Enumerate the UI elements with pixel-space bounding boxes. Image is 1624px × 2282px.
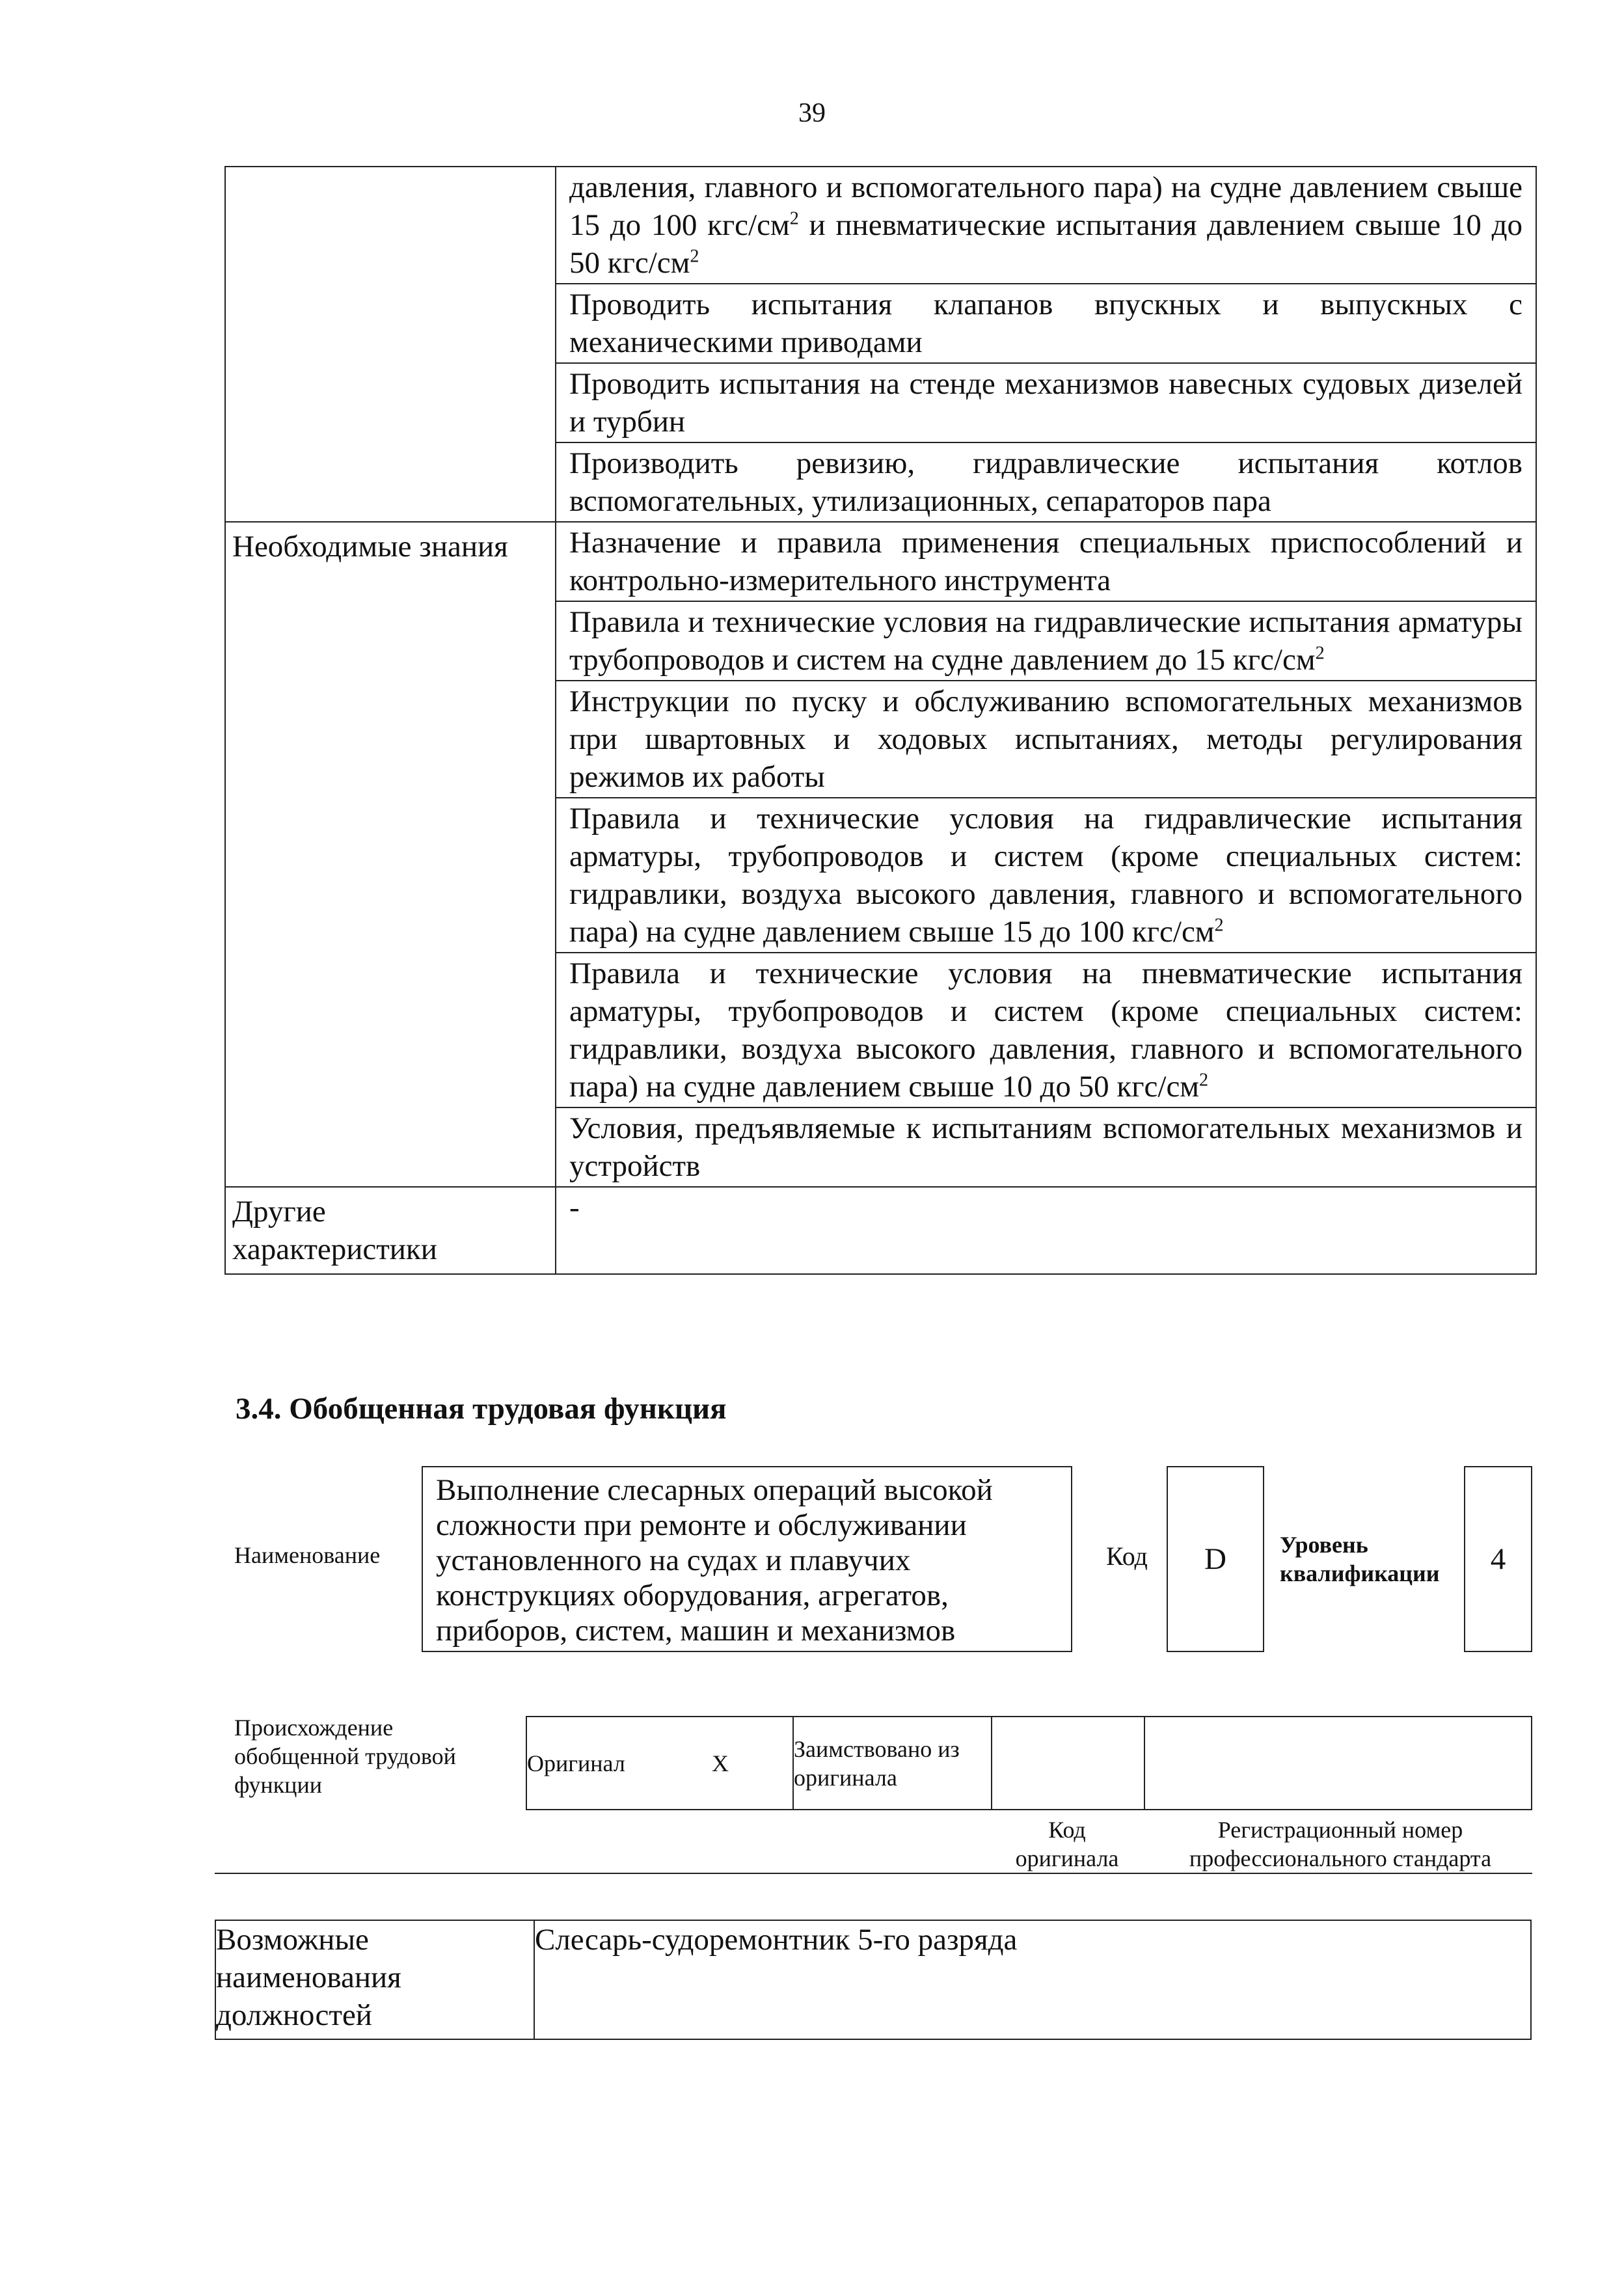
section-heading: 3.4. Обобщенная трудовая функция (236, 1392, 727, 1426)
positions-value: Слесарь-судоремонтник 5-го разряда (534, 1920, 1531, 2039)
original-code-cell (992, 1717, 1144, 1810)
knowledge-text: Правила и технические условия на гидравлические испытания арматуры, трубопроводов и систем (кроме специальных систем: гидравлики, воздуха высокого давления, главного и вспомогательного пара) на судне давлением свыше 15 до 100 кгс/$см^2$ (556, 798, 1536, 953)
registration-number-caption: Регистрационный номер профессионального стандарта (1189, 1817, 1492, 1871)
qualification-level-label: Уровень квалификации (1280, 1532, 1440, 1586)
requirement-text: Проводить испытания на стенде механизмов навесных судовых дизелей и турбин (556, 363, 1536, 442)
other-label-line-1: Другие (232, 1195, 326, 1229)
origin-table (526, 1716, 1532, 1810)
qualification-level-box: 4 (1464, 1466, 1532, 1652)
table-row (225, 1187, 1536, 1274)
divider-line (215, 1873, 1532, 1874)
name-label: Наименование (234, 1542, 381, 1568)
requirements-table (224, 166, 1537, 1275)
positions-label: Возможные наименования должностей (215, 1920, 534, 2039)
requirement-text: Производить ревизию, гидравлические испытания котлов вспомогательных, утилизационных, сепараторов пара (556, 442, 1536, 522)
table-row (225, 522, 1536, 601)
origin-label: Происхождение обобщенной трудовой функции (234, 1715, 456, 1798)
registration-number-cell (1144, 1717, 1532, 1810)
knowledge-text: Назначение и правила применения специальных приспособлений и контрольно-измерительного инструмента (556, 522, 1536, 601)
table-row (225, 167, 1536, 284)
requirement-text: Проводить испытания клапанов впускных и выпускных с механическими приводами (556, 284, 1536, 363)
table-row (526, 1717, 1532, 1810)
row-label-empty (225, 167, 556, 522)
page-number: 39 (798, 98, 826, 128)
borrowed-label: Заимствовано из оригинала (793, 1717, 992, 1810)
knowledge-text: Инструкции по пуску и обслуживанию вспомогательных механизмов при швартовных и ходовых испытаниях, методы регулирования режимов их работы (556, 681, 1536, 798)
other-label-line-2: характеристики (232, 1232, 437, 1266)
original-mark: X (712, 1717, 793, 1810)
original-label: Оригинал (526, 1717, 712, 1810)
table-row (215, 1920, 1531, 2039)
knowledge-text: Условия, предъявляемые к испытаниям вспомогательных механизмов и устройств (556, 1107, 1536, 1187)
code-box: D (1167, 1466, 1264, 1652)
other-label-cell (225, 1187, 556, 1274)
knowledge-text: Правила и технические условия на пневматические испытания арматуры, трубопроводов и систем (кроме специальных систем: гидравлики, воздуха высокого давления, главного и вспомогательного пара) на судне давлением свыше 10 до 50 кгс/$см^2$ (556, 953, 1536, 1107)
knowledge-label-cell (225, 522, 556, 1187)
other-value: - (556, 1187, 1536, 1274)
knowledge-text: Правила и технические условия на гидравлические испытания арматуры трубопроводов и систем на судне давлением до 15 кгс/$см^2$ (556, 601, 1536, 681)
original-code-caption: Код оригинала (1015, 1817, 1119, 1871)
function-name-box: Выполнение слесарных операций высокой сложности при ремонте и обслуживании установленного на судах и плавучих конструкциях оборудования, агрегатов, приборов, систем, машин и механизмов (422, 1466, 1072, 1652)
code-label: Код (1106, 1542, 1148, 1571)
knowledge-label: Необходимые знания (232, 530, 508, 564)
positions-table (215, 1920, 1532, 2040)
requirement-text: давления, главного и вспомогательного пара) на судне давлением свыше 15 до 100 кгс/$см^2$ и пневматические испытания давлением свыше 10 до 50 кгс/$см^2$ (556, 167, 1536, 284)
